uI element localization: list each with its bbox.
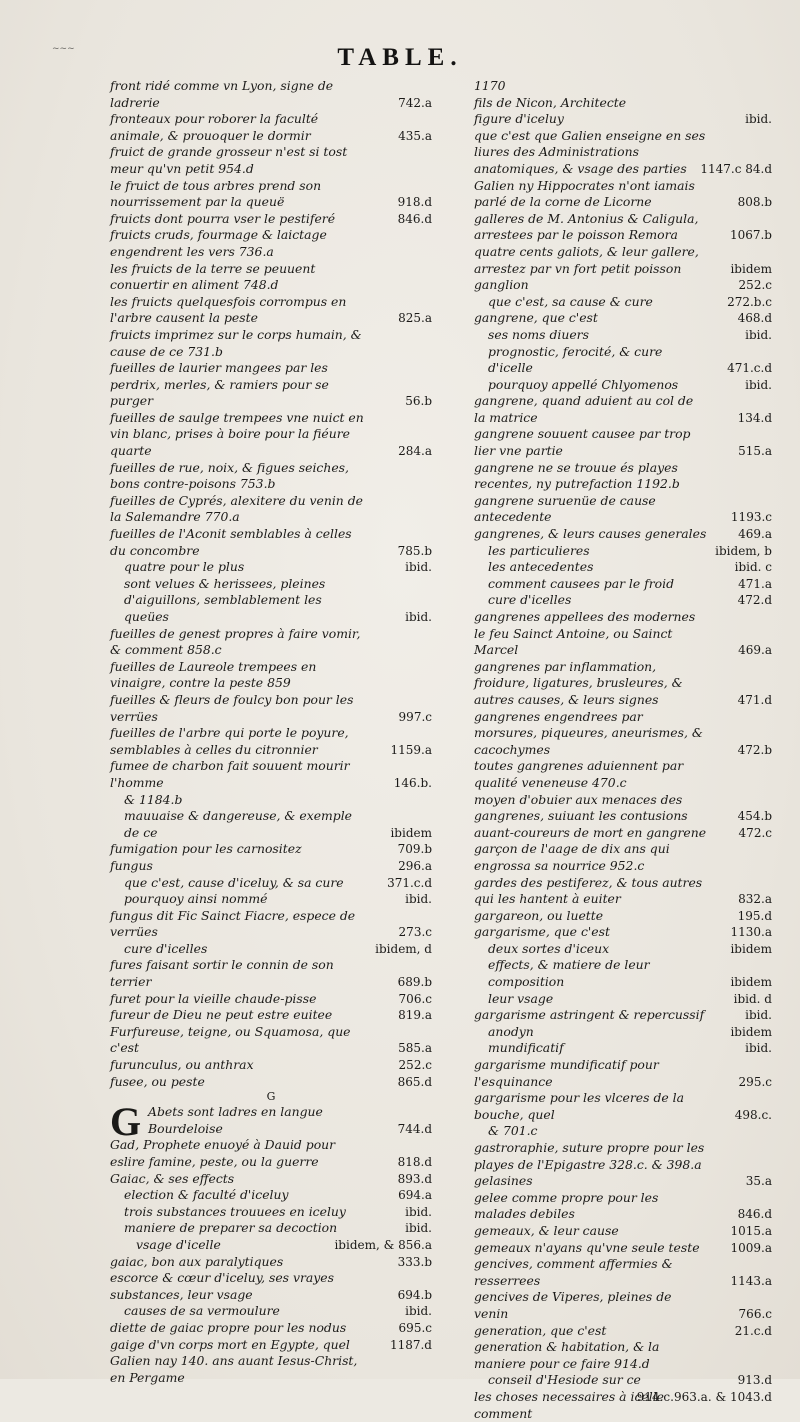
page-title: TABLE. bbox=[337, 44, 462, 71]
entry-reference: ibid. bbox=[745, 327, 772, 344]
index-entry bbox=[474, 460, 772, 493]
entry-text: gargarisme, que c'est bbox=[474, 924, 708, 941]
entry-text: gangrene, quand aduient au col de la matrice bbox=[474, 393, 708, 426]
index-entry bbox=[110, 891, 432, 908]
index-entry bbox=[110, 692, 432, 725]
left-column bbox=[110, 78, 432, 1353]
index-entry bbox=[474, 941, 772, 958]
index-entry bbox=[474, 825, 772, 842]
index-entry bbox=[474, 1406, 772, 1422]
entry-text: gemeaux, & leur cause bbox=[474, 1223, 708, 1240]
entry-text: gangrenes par inflammation, froidure, ligatures, brusleures, & autres causes, & leurs signes bbox=[474, 659, 708, 709]
entry-reference: 766.c bbox=[739, 1306, 772, 1323]
entry-reference: 832.a bbox=[738, 891, 772, 908]
index-entry bbox=[474, 841, 772, 874]
index-entry bbox=[474, 1372, 772, 1389]
entry-reference: 471.d bbox=[738, 692, 772, 709]
index-entry bbox=[474, 211, 772, 244]
index-entry bbox=[110, 875, 432, 892]
entry-reference: 498.c. bbox=[735, 1107, 772, 1124]
entry-text: election & faculté d'iceluy bbox=[124, 1187, 368, 1204]
corner-mark: ~~~ bbox=[52, 44, 75, 54]
index-entry bbox=[474, 1339, 772, 1372]
entry-text: fueilles de saulge trempees vne nuict en vin blanc, prises à boire pour la fiéure quarte bbox=[110, 410, 368, 460]
entry-text: comment causees par le froid bbox=[488, 576, 708, 593]
entry-reference: ibidem bbox=[390, 825, 432, 842]
entry-reference: 515.a bbox=[738, 443, 772, 460]
entry-text: 1170 bbox=[474, 78, 708, 95]
entry-text: fueilles & fleurs de foulcy bon pour les verrües bbox=[110, 692, 368, 725]
entry-reference: 469.a bbox=[738, 526, 772, 543]
index-entry bbox=[110, 1254, 432, 1271]
entry-reference: ibidem, b bbox=[715, 543, 772, 560]
entry-text: gencives, comment affermies & resserrees bbox=[474, 1256, 708, 1289]
index-entry bbox=[110, 178, 432, 211]
entry-reference: ibidem bbox=[730, 261, 772, 278]
index-entry bbox=[110, 1337, 432, 1354]
entry-text: fumee de charbon fait souuent mourir l'homme bbox=[110, 758, 368, 791]
index-entry bbox=[110, 360, 432, 410]
entry-reference: 272.b.c bbox=[727, 294, 772, 311]
index-entry bbox=[110, 941, 432, 958]
g-first-entry bbox=[110, 1104, 432, 1137]
index-entry bbox=[474, 1173, 772, 1190]
index-entry bbox=[110, 808, 432, 841]
index-entry bbox=[110, 211, 432, 228]
entry-reference: 694.a bbox=[398, 1187, 432, 1204]
entry-reference: ibidem bbox=[730, 1024, 772, 1041]
entry-text: gemeaux n'ayans qu'vne seule teste bbox=[474, 1240, 708, 1257]
entry-text: gangrene, que c'est bbox=[474, 310, 708, 327]
entry-text: fueilles de l'Aconit semblables à celles du concombre bbox=[110, 526, 368, 559]
entry-reference: 865.d bbox=[398, 1074, 432, 1091]
entry-reference: 709.b bbox=[398, 841, 432, 858]
entry-text: que c'est, cause d'iceluy, & sa cure bbox=[124, 875, 368, 892]
entry-reference: 471.a bbox=[738, 576, 772, 593]
entry-reference: 818.d bbox=[398, 1154, 432, 1171]
entry-text: que c'est que Galien enseigne en ses liures des Administrations anatomiques, & vsage des parties bbox=[474, 128, 708, 178]
index-entry bbox=[110, 327, 432, 360]
entry-reference: 21.c.d bbox=[735, 1323, 772, 1340]
index-entry bbox=[110, 1007, 432, 1024]
entry-text: garçon de l'aage de dix ans qui engrossa sa nourrice 952.c bbox=[474, 841, 708, 874]
entry-text: Gad, Prophete enuoyé à Dauid pour eslire famine, peste, ou la guerre bbox=[110, 1137, 368, 1170]
entry-text: mauuaise & dangereuse, & exemple de ce bbox=[124, 808, 368, 841]
index-entry bbox=[110, 1171, 432, 1188]
entry-text: quatre cents galiots, & leur gallere, arrestez par vn fort petit poisson bbox=[474, 244, 708, 277]
entry-text: les particulieres bbox=[488, 543, 708, 560]
entry-text: les choses necessaires à icelle bbox=[474, 1389, 708, 1406]
entry-reference: 35.a bbox=[746, 1173, 772, 1190]
index-entry bbox=[110, 1187, 432, 1204]
index-entry bbox=[474, 924, 772, 941]
entry-text: & 1184.b bbox=[124, 792, 368, 809]
entry-text: fruicts imprimez sur le corps humain, & cause de ce 731.b bbox=[110, 327, 368, 360]
entry-text: Abets sont ladres en langue Bourdeloise bbox=[148, 1104, 368, 1137]
entry-text: ses noms diuers bbox=[488, 327, 708, 344]
entry-text: pourquoy ainsi nommé bbox=[124, 891, 368, 908]
entry-text: ganglion bbox=[474, 277, 708, 294]
entry-reference: 284.a bbox=[398, 443, 432, 460]
index-entry bbox=[110, 626, 432, 659]
entry-text: fungus dit Fic Sainct Fiacre, espece de verrües bbox=[110, 908, 368, 941]
index-entry bbox=[474, 1123, 772, 1140]
entry-text: quatre pour le plus bbox=[124, 559, 368, 576]
page-header bbox=[0, 44, 800, 74]
index-entry bbox=[110, 410, 432, 460]
entry-reference: 472.b bbox=[738, 742, 772, 759]
index-entry bbox=[474, 875, 772, 908]
entry-text: figure d'iceluy bbox=[474, 111, 708, 128]
right-column bbox=[474, 78, 772, 1353]
entry-text: deux sortes d'iceux bbox=[488, 941, 708, 958]
entry-text: fureur de Dieu ne peut estre euitee bbox=[110, 1007, 368, 1024]
entry-text: fronteaux pour roborer la faculté animale, & prouoquer le dormir bbox=[110, 111, 368, 144]
index-entry bbox=[110, 460, 432, 493]
entry-reference: 689.b bbox=[398, 974, 432, 991]
entry-text: fruicts cruds, fourmage & laictage engendrent les vers 736.a bbox=[110, 227, 368, 260]
index-entry bbox=[474, 957, 772, 990]
entry-reference: 296.a bbox=[398, 858, 432, 875]
index-entry bbox=[474, 377, 772, 394]
index-entry bbox=[110, 1320, 432, 1337]
index-entry bbox=[474, 991, 772, 1008]
index-entry bbox=[110, 908, 432, 941]
entry-text: cure d'icelles bbox=[488, 592, 708, 609]
entry-reference: 1067.b bbox=[730, 227, 772, 244]
entry-text: fusee, ou peste bbox=[110, 1074, 368, 1091]
entry-reference: 819.a bbox=[398, 1007, 432, 1024]
index-entry bbox=[110, 858, 432, 875]
entry-text: cure d'icelles bbox=[124, 941, 368, 958]
entry-reference: ibidem bbox=[730, 974, 772, 991]
entry-reference: 825.a bbox=[398, 310, 432, 327]
index-entry bbox=[474, 1057, 772, 1090]
entry-text: gargarisme mundificatif pour l'esquinance bbox=[474, 1057, 708, 1090]
index-entry bbox=[474, 310, 772, 327]
index-entry bbox=[474, 344, 772, 377]
index-entry bbox=[110, 78, 432, 111]
index-entry bbox=[474, 327, 772, 344]
entry-reference: 1130.a bbox=[730, 924, 772, 941]
entry-reference: 454.b bbox=[738, 808, 772, 825]
entry-text: gaiac, bon aux paralytiques bbox=[110, 1254, 368, 1271]
index-entry bbox=[110, 294, 432, 327]
index-entry bbox=[110, 1270, 432, 1303]
entry-text: vsage d'icelle bbox=[136, 1237, 368, 1254]
index-entry bbox=[474, 1223, 772, 1240]
entry-text: fungus bbox=[110, 858, 368, 875]
index-entry bbox=[474, 592, 772, 609]
index-entry bbox=[110, 493, 432, 526]
entry-text: generation & habitation, & la maniere pour ce faire 914.d bbox=[474, 1339, 708, 1372]
entry-text: escorce & cœur d'iceluy, ses vrayes substances, leur vsage bbox=[110, 1270, 368, 1303]
entry-reference: 1193.c bbox=[731, 509, 772, 526]
entry-text: causes de sa vermoulure bbox=[124, 1303, 368, 1320]
entry-reference: ibidem bbox=[730, 941, 772, 958]
entry-reference: ibid. bbox=[405, 559, 432, 576]
entry-reference: 134.d bbox=[738, 410, 772, 427]
index-entry bbox=[474, 128, 772, 178]
entry-text: furet pour la vieille chaude-pisse bbox=[110, 991, 368, 1008]
index-entry bbox=[110, 1057, 432, 1074]
entry-text: conseil d'Hesiode sur ce bbox=[488, 1372, 708, 1389]
entry-text: Furfureuse, teigne, ou Squamosa, que c'est bbox=[110, 1024, 368, 1057]
entry-text: moyen d'obuier aux menaces des gangrenes, suiuant les contusions bbox=[474, 792, 708, 825]
entry-reference: 472.c bbox=[739, 825, 772, 842]
left-entry-list bbox=[110, 78, 432, 1090]
entry-reference: 744.d bbox=[398, 1121, 432, 1138]
entry-text: fils de Nicon, Architecte bbox=[474, 95, 708, 112]
entry-reference: 252.c bbox=[399, 1057, 432, 1074]
entry-text: fueilles de rue, noix, & figues seiches, bons contre-poisons 753.b bbox=[110, 460, 368, 493]
index-entry bbox=[474, 178, 772, 211]
entry-reference: ibid. bbox=[745, 1040, 772, 1057]
index-entry bbox=[110, 1024, 432, 1057]
entry-text: anodyn bbox=[488, 1024, 708, 1041]
entry-reference: 918.d bbox=[398, 194, 432, 211]
index-entry bbox=[474, 1024, 772, 1041]
entry-text: & 701.c bbox=[488, 1123, 708, 1140]
index-entry bbox=[474, 426, 772, 459]
entry-text: gargareon, ou luette bbox=[474, 908, 708, 925]
entry-reference: ibid. bbox=[745, 111, 772, 128]
entry-text: front ridé comme vn Lyon, signe de ladrerie bbox=[110, 78, 368, 111]
index-entry bbox=[110, 792, 432, 809]
entry-reference: 371.c.d bbox=[387, 875, 432, 892]
entry-text: generation, que c'est bbox=[474, 1323, 708, 1340]
entry-text: Galien nay 140. ans auant Iesus-Christ, en Pergame bbox=[110, 1353, 368, 1386]
entry-text: gangrenes engendrees par morsures, piqueures, aneurismes, & cacochymes bbox=[474, 709, 708, 759]
entry-text: diette de gaiac propre pour les nodus bbox=[110, 1320, 368, 1337]
entry-text: toutes gangrenes aduiennent par qualité veneneuse 470.c bbox=[474, 758, 708, 791]
index-entry bbox=[474, 1040, 772, 1057]
entry-reference: 472.d bbox=[738, 592, 772, 609]
entry-reference: 706.c bbox=[399, 991, 432, 1008]
entry-text: fueilles de Laureole trempees en vinaigre, contre la peste 859 bbox=[110, 659, 368, 692]
entry-reference: 1147.c 84.d bbox=[700, 161, 772, 178]
entry-text: leur vsage bbox=[488, 991, 708, 1008]
entry-reference: 195.d bbox=[738, 908, 772, 925]
entry-text: fueilles de Cyprés, alexitere du venin de la Salemandre 770.a bbox=[110, 493, 368, 526]
entry-reference: ibid. bbox=[745, 377, 772, 394]
entry-text: gangrene souuent causee par trop lier vne partie bbox=[474, 426, 708, 459]
entry-text: fruicts dont pourra vser le pestiferé bbox=[110, 211, 368, 228]
index-entry bbox=[110, 957, 432, 990]
entry-text: pourquoy appellé Chlyomenos bbox=[488, 377, 708, 394]
index-entry bbox=[474, 111, 772, 128]
index-entry bbox=[474, 1289, 772, 1322]
index-entry bbox=[474, 1090, 772, 1123]
index-entry bbox=[474, 1140, 772, 1173]
entry-text: mundificatif bbox=[488, 1040, 708, 1057]
index-entry bbox=[110, 1204, 432, 1221]
index-entry bbox=[110, 1237, 432, 1254]
entry-text: sont velues & herissees, pleines d'aiguillons, semblablement les queües bbox=[124, 576, 368, 626]
index-entry bbox=[474, 277, 772, 294]
entry-text: fueilles de genest propres à faire vomir, & comment 858.c bbox=[110, 626, 368, 659]
g-entry-list bbox=[110, 1137, 432, 1386]
entry-reference: 1187.d bbox=[390, 1337, 432, 1354]
entry-reference: 914.c.963.a. & 1043.d bbox=[637, 1389, 772, 1406]
entry-reference: 997.c bbox=[399, 709, 432, 726]
entry-reference: 785.b bbox=[398, 543, 432, 560]
entry-text: gastroraphie, suture propre pour les playes de l'Epigastre 328.c. & 398.a bbox=[474, 1140, 708, 1173]
right-entry-list bbox=[474, 78, 772, 1422]
entry-reference: 1143.a bbox=[730, 1273, 772, 1290]
index-entry bbox=[474, 294, 772, 311]
entry-reference: 146.b. bbox=[394, 775, 432, 792]
index-entry bbox=[474, 1240, 772, 1257]
entry-reference: ibid. bbox=[405, 609, 432, 626]
entry-reference: 273.c bbox=[399, 924, 432, 941]
index-entry bbox=[474, 576, 772, 593]
index-entry bbox=[110, 1220, 432, 1237]
entry-text: que c'est, sa cause & cure bbox=[488, 294, 708, 311]
entry-reference: 695.c bbox=[399, 1320, 432, 1337]
entry-reference: ibidem, & 856.a bbox=[334, 1237, 432, 1254]
entry-text: gargarisme astringent & repercussif bbox=[474, 1007, 708, 1024]
entry-text: gelee comme propre pour les malades debiles bbox=[474, 1190, 708, 1223]
entry-text: auant-coureurs de mort en gangrene bbox=[474, 825, 708, 842]
entry-text: le fruict de tous arbres prend son nourrissement par la queuë bbox=[110, 178, 368, 211]
entry-reference: ibid. bbox=[405, 891, 432, 908]
index-entry bbox=[110, 725, 432, 758]
entry-reference: 1009.a bbox=[730, 1240, 772, 1257]
entry-text: fumigation pour les carnositez bbox=[110, 841, 368, 858]
entry-text: les fruicts de la terre se peuuent conuertir en aliment 748.d bbox=[110, 261, 368, 294]
entry-reference: 333.b bbox=[398, 1254, 432, 1271]
index-entry bbox=[474, 393, 772, 426]
index-entry bbox=[110, 576, 432, 626]
entry-text: gencives de Viperes, pleines de venin bbox=[474, 1289, 708, 1322]
index-entry bbox=[110, 111, 432, 144]
entry-text: fueilles de laurier mangees par les perdrix, merles, & ramiers pour se purger bbox=[110, 360, 368, 410]
index-entry bbox=[474, 659, 772, 709]
entry-reference: ibidem, d bbox=[375, 941, 432, 958]
entry-text: gangrenes, & leurs causes generales bbox=[474, 526, 708, 543]
index-entry bbox=[110, 526, 432, 559]
entry-reference: 913.d bbox=[738, 1372, 772, 1389]
entry-reference: 1159.a bbox=[390, 742, 432, 759]
index-entry bbox=[110, 261, 432, 294]
entry-text: trois substances trouuees en iceluy bbox=[124, 1204, 368, 1221]
index-entry bbox=[110, 1303, 432, 1320]
index-entry bbox=[474, 1007, 772, 1024]
entry-text: gangrenes appellees des modernes le feu Sainct Antoine, ou Sainct Marcel bbox=[474, 609, 708, 659]
entry-text: comment bbox=[474, 1406, 708, 1422]
entry-reference: 295.c bbox=[739, 1074, 772, 1091]
index-entry bbox=[474, 609, 772, 659]
entry-reference: ibid. bbox=[745, 1007, 772, 1024]
index-entry bbox=[110, 991, 432, 1008]
entry-reference: 846.d bbox=[398, 211, 432, 228]
index-entry bbox=[110, 144, 432, 177]
entry-reference: ibid. bbox=[405, 1220, 432, 1237]
index-entry bbox=[474, 78, 772, 95]
entry-reference: 694.b bbox=[398, 1287, 432, 1304]
index-entry bbox=[474, 1190, 772, 1223]
entry-reference: 1015.a bbox=[730, 1223, 772, 1240]
index-entry bbox=[474, 758, 772, 791]
entry-reference: 469.a bbox=[738, 642, 772, 659]
entry-text: effects, & matiere de leur composition bbox=[488, 957, 708, 990]
index-entry bbox=[474, 908, 772, 925]
entry-text: furunculus, ou anthrax bbox=[110, 1057, 368, 1074]
entry-reference: 252.c bbox=[739, 277, 772, 294]
entry-reference: 56.b bbox=[405, 393, 432, 410]
entry-reference: ibid. c bbox=[735, 559, 772, 576]
entry-text: les antecedentes bbox=[488, 559, 708, 576]
entry-text: Gaiac, & ses effects bbox=[110, 1171, 368, 1188]
entry-reference: ibid. bbox=[405, 1303, 432, 1320]
index-entry bbox=[110, 758, 432, 791]
index-entry bbox=[110, 1137, 432, 1170]
entry-text: fruict de grande grosseur n'est si tost meur qu'vn petit 954.d bbox=[110, 144, 368, 177]
entry-text: gangrene ne se trouue és playes recentes, ny putrefaction 1192.b bbox=[474, 460, 708, 493]
entry-text: maniere de preparer sa decoction bbox=[124, 1220, 368, 1237]
index-entry bbox=[474, 493, 772, 526]
entry-reference: ibid. bbox=[405, 1204, 432, 1221]
index-entry bbox=[474, 526, 772, 543]
drop-cap: G bbox=[110, 1102, 141, 1142]
entry-text: galleres de M. Antonius & Caligula, arrestees par le poisson Remora bbox=[474, 211, 708, 244]
entry-reference: ibid. d bbox=[734, 991, 772, 1008]
index-entry bbox=[474, 1323, 772, 1340]
entry-text: gaige d'vn corps mort en Egypte, quel bbox=[110, 1337, 368, 1354]
index-entry bbox=[110, 659, 432, 692]
index-entry bbox=[474, 559, 772, 576]
entry-reference: 435.a bbox=[398, 128, 432, 145]
index-entry bbox=[474, 1256, 772, 1289]
entry-text: fures faisant sortir le connin de son terrier bbox=[110, 957, 368, 990]
index-entry bbox=[110, 1353, 432, 1386]
index-entry bbox=[474, 709, 772, 759]
entry-text: Galien ny Hippocrates n'ont iamais parlé de la corne de Licorne bbox=[474, 178, 708, 211]
index-entry bbox=[474, 1389, 772, 1406]
entry-text: gelasines bbox=[474, 1173, 708, 1190]
index-entry bbox=[110, 227, 432, 260]
section-letter: G bbox=[110, 1090, 432, 1104]
entry-text: prognostic, ferocité, & cure d'icelle bbox=[488, 344, 708, 377]
entry-reference: 808.b bbox=[738, 194, 772, 211]
entry-reference: 846.d bbox=[738, 1206, 772, 1223]
index-entry bbox=[110, 559, 432, 576]
entry-text: les fruicts quelquesfois corrompus en l'arbre causent la peste bbox=[110, 294, 368, 327]
index-entry bbox=[474, 95, 772, 112]
entry-text: gangrene suruenüe de cause antecedente bbox=[474, 493, 708, 526]
entry-reference: 585.a bbox=[398, 1040, 432, 1057]
entry-reference: 742.a bbox=[398, 95, 432, 112]
index-entry bbox=[474, 543, 772, 560]
entry-text: gargarisme pour les vlceres de la bouche, quel bbox=[474, 1090, 708, 1123]
entry-reference: 893.d bbox=[398, 1171, 432, 1188]
index-entry bbox=[110, 841, 432, 858]
entry-text: gardes des pestiferez, & tous autres qui les hantent à euiter bbox=[474, 875, 708, 908]
entry-reference: 471.c.d bbox=[727, 360, 772, 377]
entry-reference: 468.d bbox=[738, 310, 772, 327]
index-entry bbox=[110, 1074, 432, 1091]
index-entry bbox=[474, 244, 772, 277]
entry-text: fueilles de l'arbre qui porte le poyure, semblables à celles du citronnier bbox=[110, 725, 368, 758]
index-entry bbox=[474, 792, 772, 825]
